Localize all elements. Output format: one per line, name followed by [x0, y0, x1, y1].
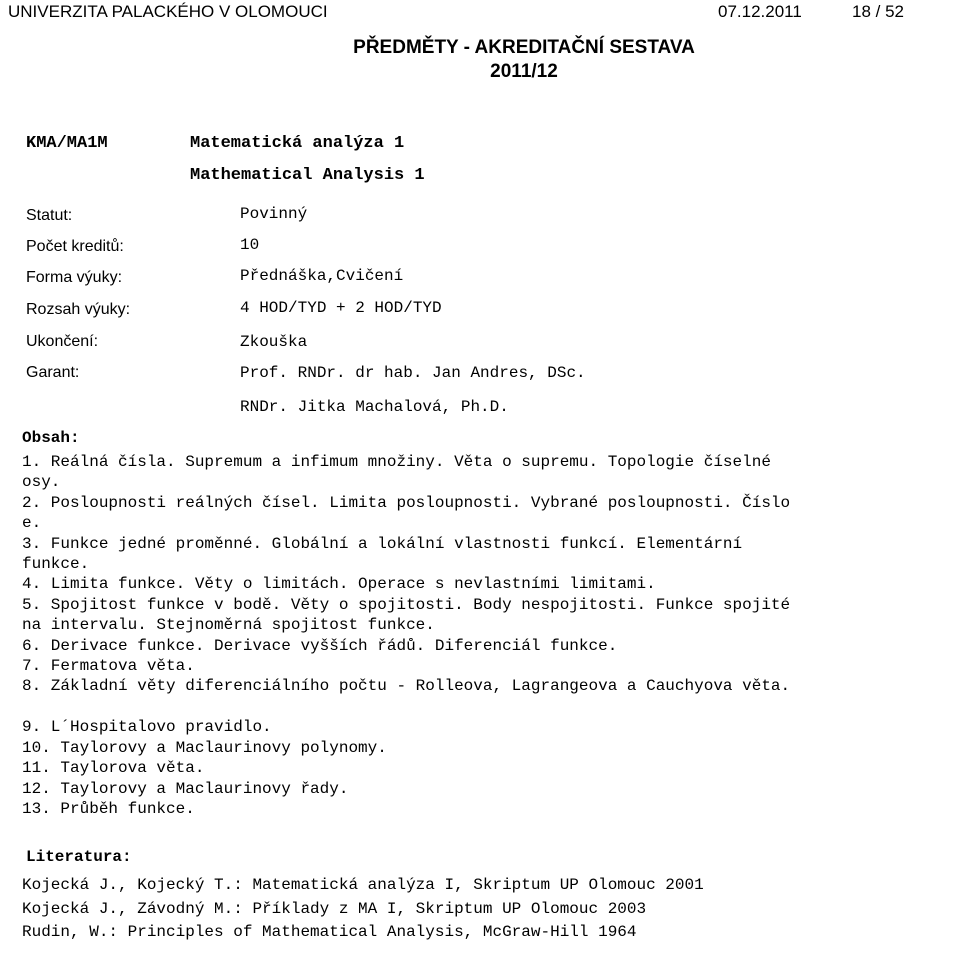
credits-value: 10 [240, 236, 260, 254]
report-date: 07.12.2011 [718, 2, 802, 21]
report-title: PŘEDMĚTY - AKREDITAČNÍ SESTAVA [353, 37, 695, 58]
content-text: 1. Reálná čísla. Supremum a infimum množiny. Věta o supremu. Topologie číselné osy. 2. Posloupnosti reálných čísel. Limita posloupnosti. Vybrané posloupnosti. Číslo e. 3. Funkce jedné proměnné. Globální a lokální vlastnosti funkcí. Elementární funkce. 4. Limita funkce. Věty o limitách. Operace s nevlastními limitami. 5. Spojitost funkce v bodě. Věty o spojitosti. Body nespojitosti. Funkce spojité na intervalu. Stejnoměrná spojitost funkce. 6. Derivace funkce. Derivace vyšších řádů. Diferenciál funkce. 7. Fermatova věta. 8. Základní věty diferenciálního počtu - Rolleova, Lagrangeova a Cauchyova věta. 9. L´Hospitalovo pravidlo. 10. Taylorovy a Maclaurinovy polynomy. 11. Taylorova věta. 12. Taylorovy a Maclaurinovy řady. 13. Průběh funkce. [22, 453, 791, 818]
range-label: Rozsah výuky: [26, 301, 131, 318]
academic-year: 2011/12 [490, 61, 558, 82]
content-heading: Obsah: [22, 429, 80, 447]
course-name-cz: Matematická analýza 1 [190, 134, 405, 153]
literature-heading: Literatura: [26, 848, 132, 866]
course-code: KMA/MA1M [26, 134, 108, 153]
guarantor-label: Garant: [26, 364, 80, 381]
status-label: Statut: [26, 207, 73, 224]
course-name-en: Mathematical Analysis 1 [190, 166, 425, 185]
page-number: 18 / 52 [852, 2, 904, 21]
completion-label: Ukončení: [26, 333, 99, 350]
form-value: Přednáška,Cvičení [240, 267, 404, 285]
form-label: Forma výuky: [26, 269, 123, 286]
literature-item: Kojecká J., Závodný M.: Příklady z MA I, Skriptum UP Olomouc 2003 [22, 899, 647, 918]
university-name: UNIVERZITA PALACKÉHO V OLOMOUCI [8, 2, 328, 21]
credits-label: Počet kreditů: [26, 238, 124, 255]
status-value: Povinný [240, 205, 308, 223]
range-value: 4 HOD/TYD + 2 HOD/TYD [240, 299, 442, 317]
guarantor-primary: Prof. RNDr. dr hab. Jan Andres, DSc. [240, 364, 586, 382]
completion-value: Zkouška [240, 333, 308, 351]
guarantor-secondary: RNDr. Jitka Machalová, Ph.D. [240, 398, 509, 416]
literature-item: Kojecká J., Kojecký T.: Matematická analýza I, Skriptum UP Olomouc 2001 [22, 876, 704, 894]
literature-list [22, 874, 957, 945]
literature-item: Rudin, W.: Principles of Mathematical Analysis, McGraw-Hill 1964 [22, 923, 637, 941]
